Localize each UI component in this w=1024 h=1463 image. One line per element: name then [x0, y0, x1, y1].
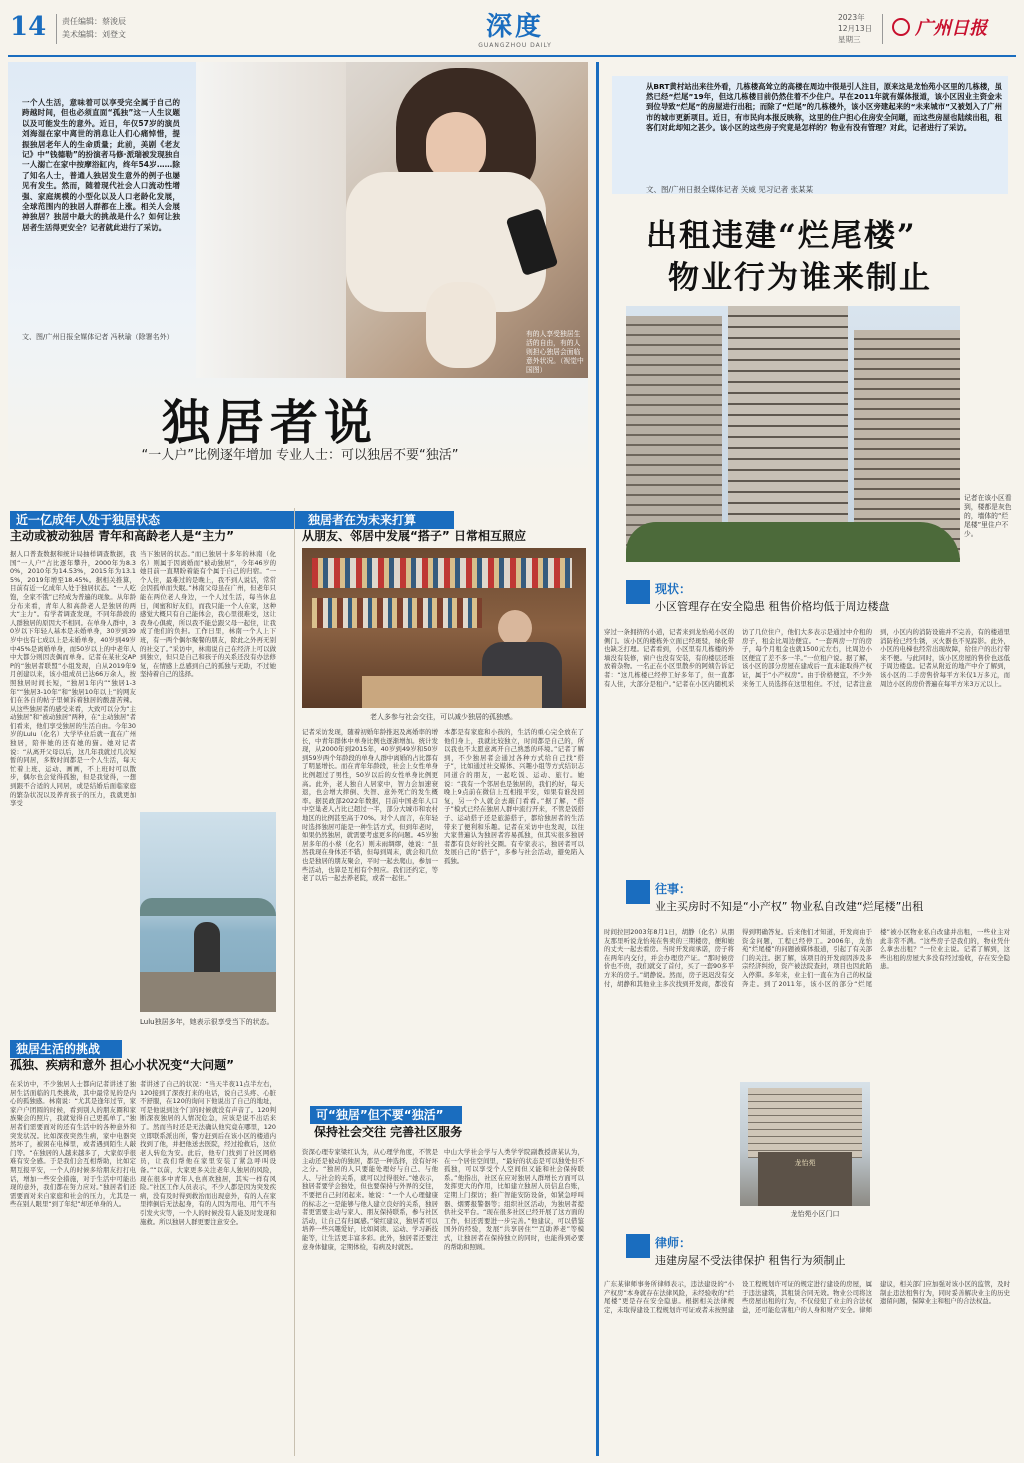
right-byline: 文、图/广州日报全媒体记者 关威 见习记者 张某某 [646, 185, 814, 194]
photo-lulu-caption: Lulu独居多年，她表示很享受当下的状态。 [140, 1018, 274, 1026]
editor-line-2: 美术编辑：刘登文 [62, 30, 126, 39]
section2-body-b: 者讲述了自己的状况：“当天半夜11点半左右，120接到了深夜打来的电话，说自己头疼、心脏不舒服，在120的询问下他说出了自己的地址，可是他说到这个门的时候就没有声音了。120判断深夜独居的人情况危急，应该是说不出话来了。然而当时还是无法确认他究竟在哪里，120立即联系派出所，警方赶到后在该小区的楼道内找到了他，并把他送去医院，经过抢救后，这位老人转危为安。此后，他专门找到了社区网格员，让我们帮他在家里安装了紧急呼叫设备。”“以前，大家更多关注老年人独居的风险，现在很多中青年人也喜欢独居，其实一样有风险。”社区工作人员表示，不少人都是因为突发疾病，没有及时得到救治而出现意外，有的人在家里摔倒后无法起身，有的人因为用电、用气不当引发火灾等，一个人的时候没有人能及时发现和施救。所以独居人群更要注意安全。 [140, 1080, 276, 1226]
right-s3-label: 律师： [655, 1236, 692, 1250]
section1-head: 主动或被动独居 青年和高龄老人是“主力” [10, 529, 234, 543]
photo-window-light [196, 62, 346, 378]
photo-lulu-hill [140, 898, 276, 916]
photo-elder-head [498, 610, 532, 646]
photo-gate-sign: 龙怡苑 [794, 1159, 816, 1167]
page-number: 14 [10, 12, 47, 42]
page-header [0, 0, 1024, 60]
photo-sock [426, 282, 496, 368]
section1-body-b: 当下独居的状态。”而已独居十多年的林南（化名）则属于因离婚而“被动独居”，今年46岁的她目前一直期盼着能有个属于自己的归宿。“一个人住，最难过的是晚上，我不到人说话，常常会因孤单而失眠。”林南父母虽在广州，但老年只能在两位老人身边，一个人过生活，每当休息日，闺蜜和好友们，而我只能一个人在家，这种感觉大概只有自己能体会，我心里很难受，这让我身心俱疲，所以我不能总跟父母一起住，让我成了他们的负担。工作日里，林南一个人上下班，有一两个偶尔聚餐的朋友，除此之外再无别的社交了。”采访中，林南说自己在经济上可以做到独立，但只是自己和孩子的关系还没有办法修复，在情感上总感到自己的孤独与无助，不过她坚持着自己的选择。 [140, 550, 276, 679]
feature-intro: 一个人生活，意味着可以享受完全属于自己的跨越时间，但也必须直面“孤独”这一人生议题以及可能发生的意外。近日，年仅57岁的演员刘海湿在家中离世的消息让人们心痛悼惜，提振独居老年人的生命质量；此前，美剧《老友记》中“钱德勒”的扮演者马修·派瑞被发现独自一人溺亡在家中按摩浴缸内，终年54岁……除了知名人士，普通人独居发生意外的例子也屡见有发生。然而，随着现代社会人口流动性增强、家庭规模的小型化以及人口老龄化发展，全球范围内的独居人群都在上涨。相关人会展神独居？独居中最大的挑战是什么？如何让独居者生活得更安全？记者就此进行了采访。 [22, 98, 180, 232]
section4-tag: 可“独居”但不要“独活” [310, 1106, 462, 1124]
photo-buildings-caption: 记者在该小区看到，楼都是灰色的，墙体的“烂尾楼”里住户不少。 [964, 494, 1012, 538]
section-title: 深度 [485, 12, 544, 42]
section3-tag: 独居者在为未来打算 [302, 511, 454, 529]
section2-tag: 独居生活的挑战 [10, 1040, 122, 1058]
right-title-line-1: 出租违建“烂尾楼” [646, 218, 917, 254]
section3-head: 从朋友、邻居中发展“搭子” 日常相互照应 [302, 529, 526, 543]
section4-body-b: 中山大学社会学与人类学学院副教授唐某认为，在一个居住空间里，“最好的状态是可以独处但不孤独，可以享受个人空间但又能和社会保持联系。”他指出，社区在应对独居人群增长方面可以发挥更大的作用，比如建立独居人员信息台账，定期上门探访；推广智能安防设备，如紧急呼叫器、烟雾报警器等；组织社区活动，为独居者提供社交平台。“现在很多社区已经开展了这方面的工作，但还需要进一步完善。”他建议，可以借鉴国外的经验，发展“共享居住”“互助养老”等模式，让独居者在保持独立的同时，也能得到必要的帮助和照顾。 [444, 1148, 584, 1251]
logo-mark-icon [892, 18, 910, 36]
right-s1-body: 穿过一条拥挤的小道，记者来到龙怡苑小区的侧门。该小区的楼栋外立面已经斑驳，绿化带也缺乏打理。记者看到，小区里有几栋楼的外墙没有装修，窗户也没有安装，有的楼层还堆放着杂物。一名正在小区里散步的阿姨告诉记者：“这几栋楼已经停工好多年了，但一直都有人住，大部分是租户。”记者在小区内随机采访了几位住户，他们大多表示是通过中介租的房子，租金比周边便宜。“一套两房一厅的房子，每个月租金也就1500元左右，比周边小区便宜了差不多一半。”一位租户说。据了解，该小区的部分房屋在建成后一直未能取得产权证，属于“小产权房”。由于价格便宜，不少外来务工人员选择在这里租住。不过，记者注意到，小区内的消防设施并不完善，有的楼道里消防栓已经生锈，灭火器也不见踪影。此外，小区的电梯也经常出现故障，给住户的出行带来不便。与此同时，该小区房屋的售价也远低于周边楼盘。记者从附近的地产中介了解到，该小区的二手房售价每平方米仅1万多元，而周边小区的房价普遍在每平方米3万元以上。 [604, 628, 1010, 688]
right-title-line-2: 物业行为谁来制止 [668, 260, 932, 296]
header-rule [8, 55, 1016, 57]
right-s2-body: 时间拉回2003年8月1日，胡静（化名）从朋友那里听说龙怡苑在售卖的三期楼房，便和她的丈夫一起去看房。当时开发商承诺，房子将在两年内交付，并会办理房产证。“那时候房价也不贵，我们就交了首付，买了一套90多平方米的房子。”胡静说。然而，房子迟迟没有交付，胡静和其他业主多次找到开发商，都没有得到明确答复。后来他们才知道，开发商由于资金问题，工程已经停工。2006年，龙怡苑“烂尾楼”的问题被媒体报道，引起了有关部门的关注。据了解，该项目的开发商因涉及多宗经济纠纷，资产被法院查封，项目也因此陷入停滞。多年来，业主们一直在为自己的权益奔走。到了2011年，该小区的部分“烂尾楼”被小区物业私自改建并出租，一些业主对此非常不满。“这些房子是我们的，物业凭什么拿去出租？”一位业主说。记者了解到，这些出租的房屋大多没有经过验收，存在安全隐患。 [604, 928, 1010, 988]
section3-body-a: 记者采访发现，随着初婚年龄推迟及离婚率的增长，中青年群体中单身比例也逐渐增加。统计发现，从2000年到2015年，40岁到49岁和50岁到59岁两个年龄段的单身人群中离婚的占比都有了明显增长。而在青年年龄段，社会上女性单身比例超过了男性，50岁以后的女性单身比例更高。此外，老人独自人居家中，智力会加速衰退，也会增大摔倒、失智、意外死亡的发生概率。据民政部2022年数据，目前中国老年人口中空巢老人占比已超过一半，部分大城市和农村地区的比例甚至高于70%。对个人而言，在年轻时选择独居可能是一种生活方式，但到年老时，如果仍然独居，就需要考虑更多的问题。45岁独居多年的小蔡（化名）则未雨绸缪，她说：“虽然我现在身体还不错，但每到周末，就会和几位也是独居的朋友聚会，平时一起去爬山，参加一些活动，也算是互相有个照应。我们还约定，等老了以后一起去养老院，或者一起住。” [302, 728, 438, 883]
photo-elderly-reading [302, 548, 586, 708]
section1-tag: 近一亿成年人处于独居状态 [10, 511, 302, 529]
feature-subtitle: “一人户”比例逐年增加 专业人士：可以独居不要“独活” [141, 448, 459, 463]
right-s3-head: 违建房屋不受法律保护 租售行为须制止 [655, 1254, 846, 1267]
logo-divider [882, 14, 883, 44]
feature-main-title: 独居者说 [161, 395, 378, 451]
date-year: 2023年 [838, 13, 865, 22]
photo-woman-phone [196, 62, 588, 378]
photo-community-gate [740, 1082, 870, 1206]
newspaper-logo [892, 14, 987, 40]
photo-woman-caption: 有的人享受独居生活的自由，有的人则担心独居会面临意外状况。（视觉中国图） [526, 330, 584, 374]
photo-lulu [140, 812, 276, 1012]
right-s2-marker [626, 880, 650, 904]
section3-body-b: 本都是有家庭和小孩的，生活的重心完全放在了他们身上，我就比较独立，时间都是自己的，所以我也不太愿意离开自己熟悉的环境。”记者了解到，不少独居者会通过各种方式给自己找“搭子”，比如通过社交媒体、兴趣小组等方式结识志同道合的朋友，一起吃饭、运动、旅行。她说：“我有一个邻居也是独居的，我们约好，每天晚上9点前在微信上互相报平安，如果有谁没回复，另一个人就会去敲门看看。”据了解，“搭子”模式已经在独居人群中流行开来，不管是饭搭子、运动搭子还是旅游搭子，都给独居者的生活带来了便利和乐趣。记者在采访中也发现，以往大家普遍认为独居者容易孤独，但其实很多独居者都有良好的社交圈。有专家表示，独居者可以发展自己的“搭子”，多参与社会活动，避免陷入孤独。 [444, 728, 584, 865]
photo-unfinished-buildings [626, 306, 960, 562]
right-s3-body: 广东某律师事务所律师表示，违法建设的“小产权房”本身就存在法律风险，未经验收的“烂尾楼”更是存在安全隐患。根据相关法律规定，未取得建设工程规划许可证或者未按照建设工程规划许可证的规定进行建设的房屋，属于违法建筑，其租赁合同无效。物业公司将这些房屋出租的行为，不仅侵犯了业主的合法权益，还可能危害租户的人身和财产安全。律师建议，相关部门应加强对该小区的监管，及时制止违法租售行为，同时妥善解决业主的历史遗留问题，保障业主和租户的合法权益。 [604, 1280, 1010, 1314]
photo-gate-building [748, 1088, 862, 1158]
feature-byline: 文、图/广州日报全媒体记者 冯秋瑜（除署名外） [22, 333, 174, 341]
photo-shelf-1 [312, 558, 572, 588]
photo-lulu-rock [140, 972, 276, 1012]
photo-gate-caption: 龙怡苑小区门口 [790, 1210, 840, 1218]
section4-body-a: 资深心理专家梁红认为，从心理学角度，不管是主动还是被动的独居，都是一种选择，没有好坏之分。“独居的人只要能处理好与自己、与他人、与社会的关系，就可以过得很好。”她表示，独居者要学会独处，但也要保持与外界的交往，不要把自己封闭起来。她说：“一个人心理健康的标志之一是能够与他人建立良好的关系，独居者更需要主动与家人、朋友保持联系，参与社区活动，让自己有归属感。”梁红建议，独居者可以培养一些兴趣爱好，比如阅读、运动、学习新技能等，让生活更丰富多彩。此外，独居者还要注意身体健康，定期体检，有病及时就医。 [302, 1148, 438, 1251]
right-intro: 从BRT黄村站出来往外看，几栋楼高耸立的高楼在周边中很是引人注目，原来这是龙怡苑小区里的几栋楼，虽然已经“烂尾”19年，但这几栋楼目前仍然住着不少住户。早在2011年就有媒体报道，该小区因业主资金未到位导致“烂尾”的房屋进行出租；而除了“烂尾”的几栋楼外，该小区旁建起来的“未来城市”又被划入了广州市的城市更新项目。近日，有市民向本报反映称，这里的住户担心住房安全问题，而这些房屋也陆续出租，租客们对此却知之甚少。该小区的这些房子究竟是怎样的？物业有没有管理？对此，记者进行了采访。 [646, 82, 1002, 132]
right-s1-marker [626, 580, 650, 604]
editor-line-1: 责任编辑：蔡浚辰 [62, 17, 126, 26]
right-s3-marker [626, 1234, 650, 1258]
right-s1-head: 小区管理存在安全隐患 租售价格均低于周边楼盘 [655, 600, 890, 613]
column-separator-1 [294, 508, 295, 1456]
header-divider [56, 14, 57, 44]
photo-shelf-2 [312, 598, 482, 628]
section-title-en: GUANGZHOU DAILY [478, 42, 552, 49]
date-month-day: 12月13日 [838, 24, 873, 33]
right-s1-label: 现状： [655, 582, 692, 596]
photo-trees [626, 522, 960, 562]
date-weekday: 星期三 [838, 35, 861, 44]
section1-body-a: 据人口普查数据和统计局抽样调查数据，我国“一人户”占比逐年攀升，2000年为8.30%，2010年为14.53%，2015年为13.15%，2019年增至18.45%。据相关推算，目前有近一亿成年人处于独居状态。“一人吃饱，全家不饿”已经成为普遍的现象。从年龄分布来看，青年人和高龄老人是独居的两大“主力”。有学者调查发现，不同年龄段的人群独居的原因大不相同。在单身人群中，30岁以下年轻人基本是未婚单身，30岁到39岁中也有七成以上是未婚单身，40岁到49岁中45%是离婚单身，而50岁以上的中老年人中大都分则因丧偶而单身。记者在某社交APP的“独居者联盟”小组发现，自从2019年9月创建以来，该小组成员已达66万余人，按照独居时间长短，“独居1年内”“独居1-3年”“独居3-10年”和“独居10年以上”的网友们在各自的帖子里倾诉着独居的酸甜苦辣。从这些独居者的感受来看，大致可以分为“主动独居”和“被动独居”两种，在“主动独居”者们看来，他们享受独居的生活自由。今年30岁的Lulu（化名）大学毕业后就一直在广州独居，陪伴她的还有她的猫。她对记者说：“从离开父母以后，这几年我就过几次短暂的同居，多数时间都是一个人生活，每天忙着上班、运动、画画，不上班时可以散步，偶尔也会觉得孤独，但是我觉得，一想到跟不合适的人同居，或是结婚后面临家庭的繁杂状况以及养育孩子的压力，我就更加享受 [10, 550, 136, 808]
photo-table [362, 676, 542, 708]
photo-elderly-caption: 老人多参与社会交往，可以减少独居的孤独感。 [370, 713, 517, 721]
section2-head: 孤独、疾病和意外 担心小状况变“大问题” [10, 1058, 234, 1072]
right-s2-label: 往事： [655, 882, 692, 896]
section2-body-a: 在采访中，不少独居人士都向记者讲述了独居生活面临的几类挑战，其中最常见的是内心的孤独感。林南说：“尤其是逢年过节，家家户户团圆的时候，看到别人的朋友圈和家族聚会的照片，我就觉得自己更孤单了。”独居者们需要面对的还有生活中的各种意外和突发状况。比如深夜突然生病，家中电器突然坏了，被困在电梯里，或者遇到陌生人敲门等。“在独居的人越来越多了，大家似乎很难有安全感。于是我们会互相帮助，比如定期互报平安，一个人的时候多给朋友打打电话，增加一些安全措施，对于生活中可能出现的意外，我们都在努力应对。”独居者们还需要面对来自家庭和社会的压力，尤其是一些在别人眼里“到了年纪”却还单身的人。 [10, 1080, 136, 1209]
right-s2-head: 业主买房时不知是“小产权” 物业私自改建“烂尾楼”出租 [655, 900, 924, 913]
section4-head: 保持社会交往 完善社区服务 [314, 1125, 463, 1139]
logo-text: 广州日报 [915, 18, 988, 39]
